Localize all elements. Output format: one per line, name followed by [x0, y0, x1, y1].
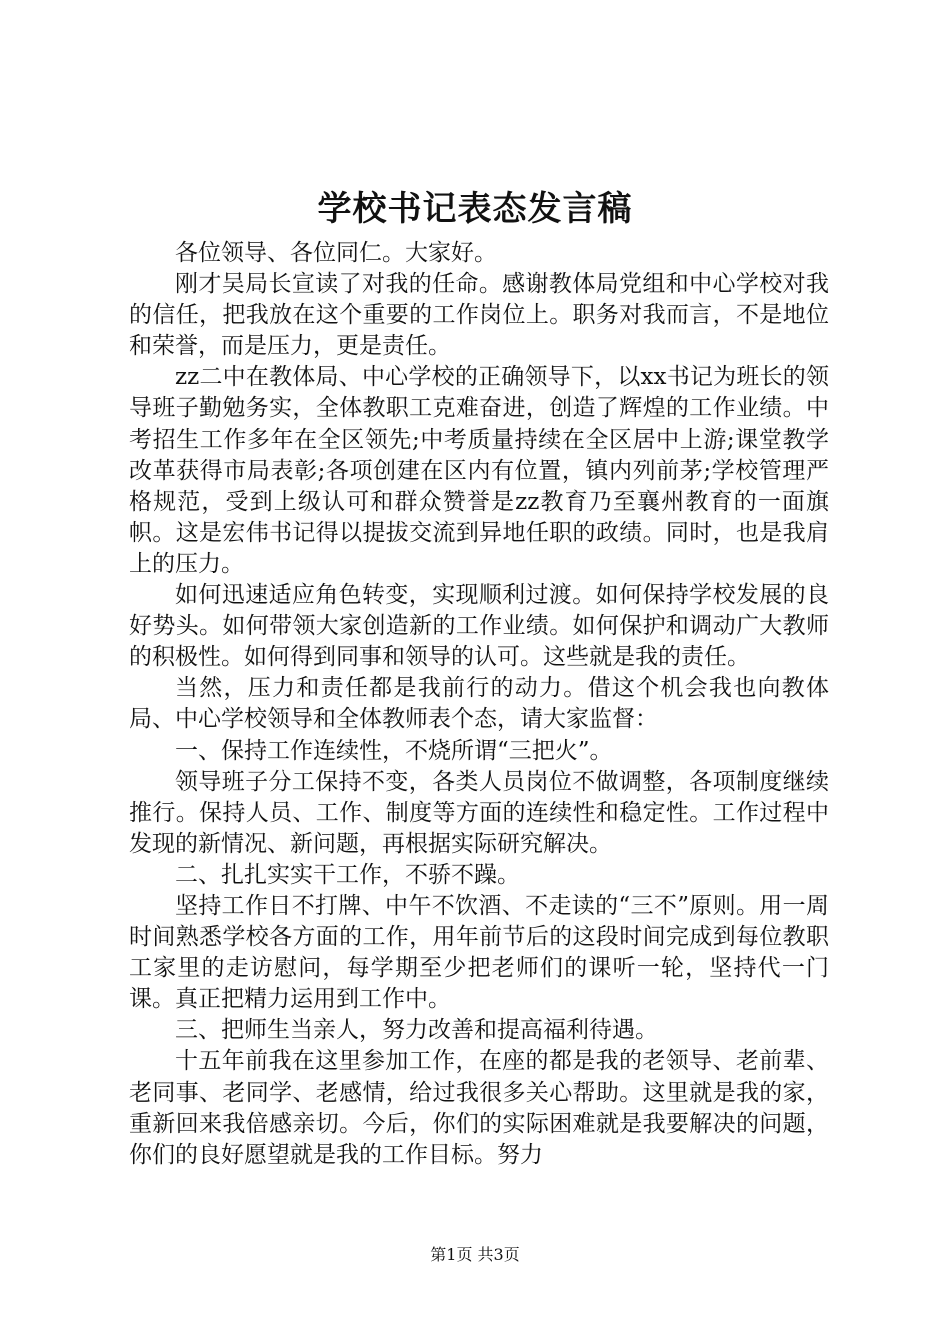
document-body — [129, 238, 829, 1171]
paragraph-school-achievements: zz二中在教体局、中心学校的正确领导下，以xx书记为班长的领导班子勤勉务实，全体教职工克难奋进，创造了辉煌的工作业绩。中考招生工作多年在全区领先;中考质量持续在全区居中上游;课堂教学改革获得市局表彰;各项创建在区内有位置，镇内列前茅;学校管理严格规范，受到上级认可和群众赞誉是zz教育乃至襄州教育的一面旗帜。这是宏伟书记得以提拔交流到异地任职的政绩。同时，也是我肩上的压力。 — [129, 364, 829, 577]
heading-point-three: 三、把师生当亲人，努力改善和提高福利待遇。 — [175, 1017, 658, 1044]
heading-point-one: 一、保持工作连续性，不烧所谓“三把火”。 — [175, 737, 613, 764]
page-number-footer: 第1页 共3页 — [430, 1245, 520, 1264]
heading-point-two: 二、扎扎实实干工作，不骄不躁。 — [175, 861, 520, 888]
paragraph-greeting: 各位领导、各位同仁。大家好。 — [175, 240, 497, 266]
paragraph-point-one: 领导班子分工保持不变，各类人员岗位不做调整，各项制度继续推行。保持人员、工作、制度等方面的连续性和稳定性。工作过程中发现的新情况、新问题，再根据实际研究解决。 — [129, 768, 829, 857]
document-title: 学校书记表态发言稿 — [317, 189, 633, 229]
paragraph-point-two: 坚持工作日不打牌、中午不饮酒、不走读的“三不”原则。用一周时间熟悉学校各方面的工作，用年前节后的这段时间完成到每位教职工家里的走访慰问，每学期至少把老师们的课听一轮，坚持代一门课。真正把精力运用到工作中。 — [129, 892, 829, 1013]
paragraph-responsibilities: 如何迅速适应角色转变，实现顺利过渡。如何保持学校发展的良好势头。如何带领大家创造新的工作业绩。如何保护和调动广大教师的积极性。如何得到同事和领导的认可。这些就是我的责任。 — [129, 582, 829, 671]
paragraph-point-three: 十五年前我在这里参加工作，在座的都是我的老领导、老前辈、老同事、老同学、老感情，给过我很多关心帮助。这里就是我的家，重新回来我倍感亲切。今后，你们的实际困难就是我要解决的问题，你们的良好愿望就是我的工作目标。努力 — [129, 1048, 829, 1168]
paragraph-appointment: 刚才吴局长宣读了对我的任命。感谢教体局党组和中心学校对我的信任，把我放在这个重要的工作岗位上。职务对我而言，不是地位和荣誉，而是压力，更是责任。 — [129, 271, 829, 360]
paragraph-pledge-intro: 当然，压力和责任都是我前行的动力。借这个机会我也向教体局、中心学校领导和全体教师表个态，请大家监督： — [129, 675, 829, 733]
